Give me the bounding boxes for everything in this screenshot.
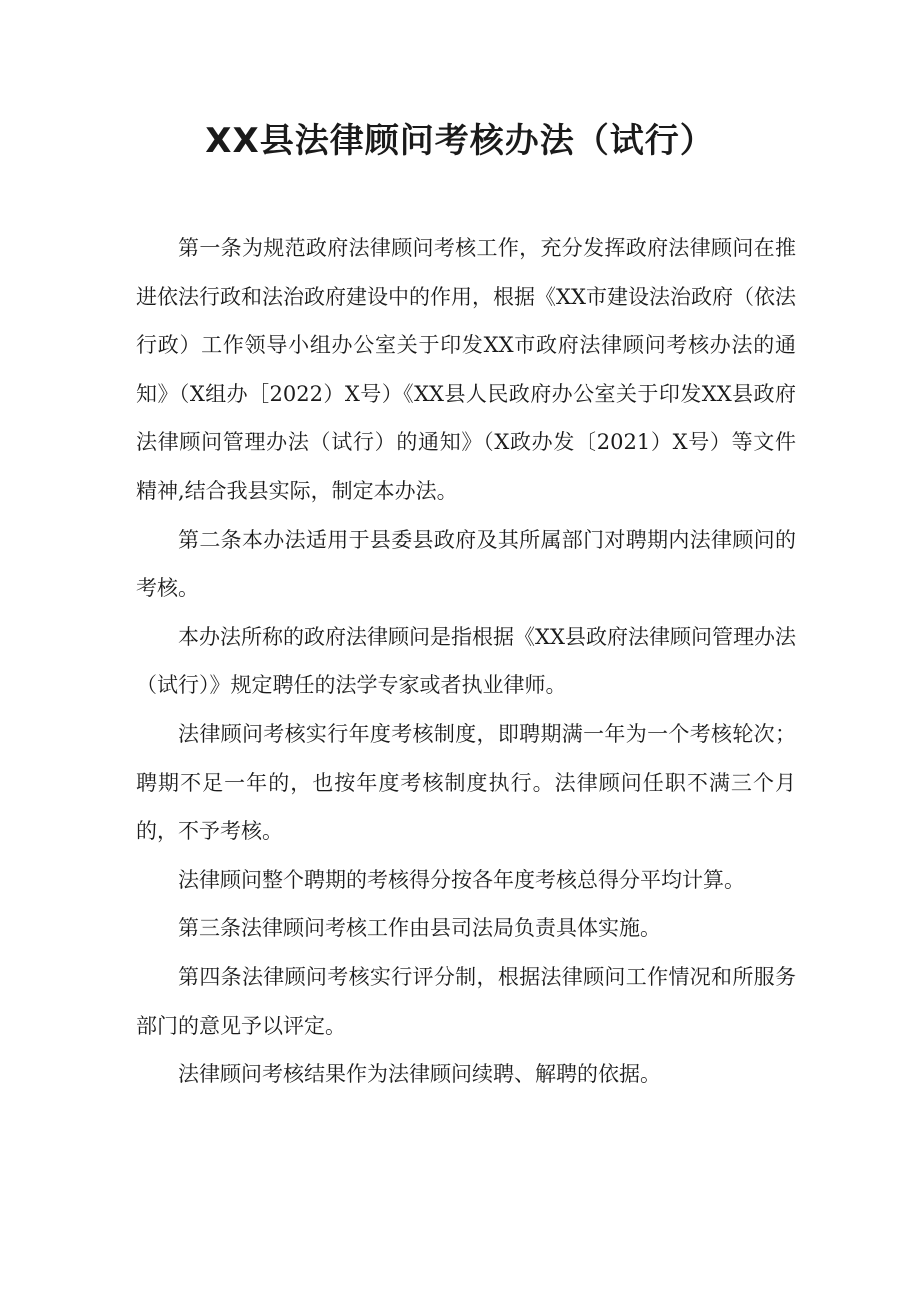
paragraph-definition: 本办法所称的政府法律顾问是指根据《XX县政府法律顾问管理办法（试行）》规定聘任的法学专家或者执业律师。 [136,624,796,698]
paragraph-annual-assessment: 法律顾问考核实行年度考核制度，即聘期满一年为一个考核轮次；聘期不足一年的，也按年度考核制度执行。法律顾问任职不满三个月的，不予考核。 [136,721,796,844]
document-title: XX县法律顾问考核办法（试行） [205,121,715,161]
paragraph-article-1: 第一条为规范政府法律顾问考核工作，充分发挥政府法律顾问在推进依法行政和法治政府建设中的作用，根据《XX市建设法治政府（依法行政）工作领导小组办公室关于印发XX市政府法律顾问考核办法的通知》（X组办［2022）X号）《XX县人民政府办公室关于印发XX县政府法律顾问管理办法（试行）的通知》（X政办发〔2021）X号）等文件精神,结合我县实际，制定本办法。 [136,236,796,503]
paragraph-article-3: 第三条法律顾问考核工作由县司法局负责具体实施。 [178,916,661,941]
document-body [136,224,796,1099]
paragraph-average-score: 法律顾问整个聘期的考核得分按各年度考核总得分平均计算。 [178,867,745,892]
paragraph-result-use: 法律顾问考核结果作为法律顾问续聘、解聘的依据。 [178,1062,661,1087]
paragraph-article-4: 第四条法律顾问考核实行评分制，根据法律顾问工作情况和所服务部门的意见予以评定。 [136,964,796,1038]
paragraph-article-2: 第二条本办法适用于县委县政府及其所属部门对聘期内法律顾问的考核。 [136,527,796,601]
